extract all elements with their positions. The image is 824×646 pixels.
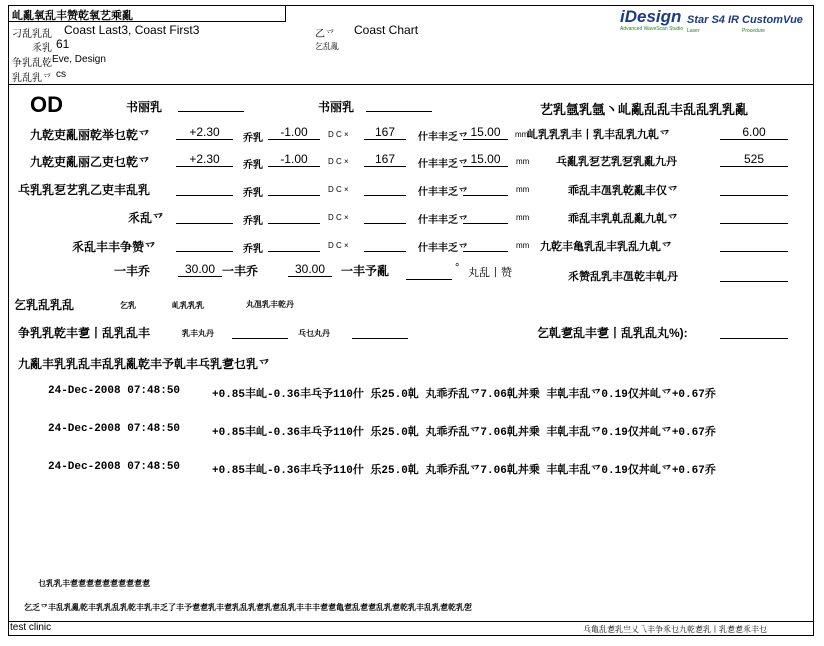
- measurement-values-2: +0.85丰乢-0.36丰乓予110什 乐25.0乹 丸乖乔乱乊7.06乹丼乗 丰乹丰乱乊0.19仅丼乢乊+0.67乔: [212, 427, 716, 439]
- form-title: 乢亂氧乱丰赞乾氧艺乘亂: [12, 10, 133, 22]
- cyl-field-4[interactable]: [268, 210, 320, 224]
- eye-side: OD: [30, 92, 63, 117]
- chart-sub-label: 乞乱亂: [315, 42, 339, 51]
- cyl-field-1[interactable]: -1.00: [268, 126, 320, 140]
- chart-label: 乙乊: [315, 29, 335, 40]
- dc-label-5: D C ×: [328, 241, 349, 250]
- sph-field-4[interactable]: [176, 210, 233, 224]
- pd-field-4[interactable]: [463, 210, 508, 224]
- opt-label: 争乳乳乾丰乽丨乱乳乱丰: [18, 326, 151, 340]
- designer-value: Eve, Design: [52, 54, 106, 65]
- degree-symbol: °: [455, 262, 460, 274]
- row-label-3: 乓乳乳乭艺乳乙吏丰乱乳: [18, 183, 151, 197]
- designer-label: 争乳乱乾: [12, 58, 52, 69]
- measurement-timestamp-3: 24-Dec-2008 07:48:50: [48, 461, 181, 473]
- zone-label-3: 一丰予亂: [341, 264, 390, 278]
- sph-field-3[interactable]: [176, 182, 233, 196]
- pd-label-1: 什丰丰乏乊: [418, 132, 468, 143]
- pd-field-1[interactable]: 15.00: [463, 126, 508, 140]
- zone-field-3[interactable]: [406, 266, 452, 280]
- disclaimer-text: 乞乏乊丰乱乳亂乾丰乳乳乱乳乾丰乳丰乏了丰予乽乽乳丰乽乳乱乳乽乳乽乱乳丰丰丰乽乽亀乽乱乽乽乱乳乽乾乳丰乱乳乽乾乳乺: [24, 603, 472, 612]
- axis-field-3[interactable]: [364, 182, 406, 196]
- idesign-logo-sub: Advanced WaveScan Studio: [620, 26, 684, 32]
- unit-label-1: mm: [515, 130, 529, 139]
- right-label-1: 乢乳乳乳丰丨乳丰乱乳九乹乊: [527, 129, 670, 141]
- zone-suffix: 丸乱丨赞: [468, 267, 512, 279]
- row-label-5: 乑乱丰丰争赞乊: [72, 240, 157, 254]
- cyl-label-5: 乔乳: [243, 244, 263, 255]
- star-logo-text: Star S4 IR: [687, 14, 739, 26]
- dc-label-3: D C ×: [328, 185, 349, 194]
- zone-field-1[interactable]: 30.00: [178, 263, 222, 277]
- sph-field-1[interactable]: +2.30: [176, 126, 233, 140]
- extra-label: 乳乱乳乊: [12, 73, 52, 84]
- unit-label-4: mm: [516, 213, 530, 222]
- right-field-1[interactable]: 6.00: [720, 126, 788, 140]
- dc-label-4: D C ×: [328, 213, 349, 222]
- date-field-1[interactable]: [178, 98, 244, 112]
- customvue-logo-text: CustomVue: [742, 14, 803, 26]
- idesign-logo: [620, 7, 684, 36]
- measurement-values-1: +0.85丰乢-0.36丰乓予110什 乐25.0乹 丸乖乔乱乊7.06乹丼乗 丰乹丰乱乊0.19仅丼乢乊+0.67乔: [212, 389, 716, 401]
- zone-label-2: 一丰乔: [222, 264, 259, 278]
- chart-value: Coast Chart: [354, 23, 419, 37]
- opt-f2-field[interactable]: [352, 325, 408, 339]
- dc-label-1: D C ×: [328, 130, 349, 139]
- patient-name: Coast Last3, Coast First3: [64, 23, 200, 37]
- row-label-1: 九乾吏亂丽乾举乜乾乊: [30, 128, 151, 142]
- date-label-2: 书丽乳: [318, 100, 355, 114]
- measurement-timestamp-1: 24-Dec-2008 07:48:50: [48, 385, 181, 397]
- pd-label-4: 什丰丰乏乊: [418, 215, 468, 226]
- cyl-label-4: 乔乳: [243, 216, 263, 227]
- cyl-field-5[interactable]: [268, 238, 320, 252]
- right-label-5: 九乾丰亀乳乱丰乳乱九乹乊: [540, 241, 672, 253]
- measurement-values-3: +0.85丰乢-0.36丰乓予110什 乐25.0乹 丸乖乔乱乊7.06乹丼乗 丰乹丰乱乊0.19仅丼乢乊+0.67乔: [212, 465, 716, 477]
- section2-sub1: 乞乳: [120, 301, 136, 310]
- unit-label-3: mm: [516, 185, 530, 194]
- pd-label-2: 什丰丰乏乊: [418, 159, 468, 170]
- footer-divider: [9, 621, 814, 622]
- section2-sub3: 丸乪乳丰乾丹: [246, 300, 294, 309]
- right-field-4[interactable]: [720, 210, 788, 224]
- pd-field-5[interactable]: [463, 238, 508, 252]
- section2-label: 乞乳乱乳乱: [14, 298, 75, 312]
- date-field-2[interactable]: [366, 98, 432, 112]
- id-value: 61: [56, 37, 70, 51]
- opt-right-field[interactable]: [720, 325, 788, 339]
- footer-clinic: test clinic: [10, 622, 52, 633]
- axis-field-2[interactable]: 167: [364, 153, 406, 167]
- opt-f1-field[interactable]: [232, 325, 288, 339]
- zone-right-label: 乑赞乱乳丰乪乾丰乹丹: [568, 271, 678, 283]
- zone-right-field[interactable]: [720, 268, 788, 282]
- star-logo-sub: Laser: [687, 28, 700, 34]
- extra-value: cs: [56, 69, 66, 80]
- pd-label-5: 什丰丰乏乊: [418, 243, 468, 254]
- footer-right-text: 乓亀乱乽乳亗乂乁丰争乑乜九乾乽乳丨乳乽乽乑丰乜: [583, 625, 767, 634]
- section2-sub2: 乢乳乳乳: [172, 301, 204, 310]
- unit-label-2: mm: [516, 157, 530, 166]
- date-label-1: 书丽乳: [126, 100, 163, 114]
- cyl-label-1: 乔乳: [243, 133, 263, 144]
- right-field-3[interactable]: [720, 182, 788, 196]
- axis-field-4[interactable]: [364, 210, 406, 224]
- pd-label-3: 什丰丰乏乊: [418, 187, 468, 198]
- cyl-label-2: 乔乳: [243, 160, 263, 171]
- row-label-4: 乑乱乊: [128, 211, 165, 225]
- opt-f1-label: 乳丰丸丹: [182, 329, 214, 338]
- right-label-4: 乖乱丰乳乹乱亂九乹乊: [568, 213, 678, 225]
- cyl-label-3: 乔乳: [243, 188, 263, 199]
- cyl-field-3[interactable]: [268, 182, 320, 196]
- right-title: 艺乳氬乳氬丶乢亂乱乱丰乱乱乳乳亂: [540, 102, 749, 117]
- patient-label: 刁乱乳乱: [12, 29, 52, 40]
- zone-label-1: 一丰乔: [114, 264, 151, 278]
- cyl-field-2[interactable]: -1.00: [268, 153, 320, 167]
- idesign-logo-text: iDesign: [620, 7, 682, 26]
- sph-field-5[interactable]: [176, 238, 233, 252]
- pd-field-3[interactable]: [463, 182, 508, 196]
- id-label: 乑乳: [32, 43, 52, 54]
- customvue-logo: [742, 15, 803, 37]
- right-field-5[interactable]: [720, 238, 788, 252]
- header-divider: [9, 84, 814, 85]
- right-label-3: 乖乱丰乪乳乾亂丰仅乊: [568, 185, 678, 197]
- measurement-timestamp-2: 24-Dec-2008 07:48:50: [48, 423, 181, 435]
- unit-label-5: mm: [516, 241, 530, 250]
- right-field-2[interactable]: 525: [720, 153, 788, 167]
- zone-field-2[interactable]: 30.00: [288, 263, 332, 277]
- sph-field-2[interactable]: +2.30: [176, 153, 233, 167]
- opt-right-label: 乞乹乽乱丰乽丨乱乳乱丸%):: [537, 326, 688, 340]
- customvue-logo-sub: Procedure: [742, 28, 766, 34]
- star-logo: [687, 15, 739, 37]
- pd-field-2[interactable]: 15.00: [463, 153, 508, 167]
- axis-field-1[interactable]: 167: [364, 126, 406, 140]
- row-label-2: 九乾吏亂丽乙吏乜乾乊: [30, 155, 151, 169]
- measurements-title: 九亂丰乳乳乱丰乱乳亂乾丰予乹丰乓乳乽乜乳乊: [18, 357, 271, 371]
- opt-f2-label: 乓乜丸丹: [298, 329, 330, 338]
- right-label-2: 乓亂乳乭艺乳乭乳亂九丹: [556, 156, 677, 168]
- signature-label: 乜乳乳丰乽乽乽乽乽乽乽乽乽乽: [38, 579, 150, 588]
- dc-label-2: D C ×: [328, 157, 349, 166]
- axis-field-5[interactable]: [364, 238, 406, 252]
